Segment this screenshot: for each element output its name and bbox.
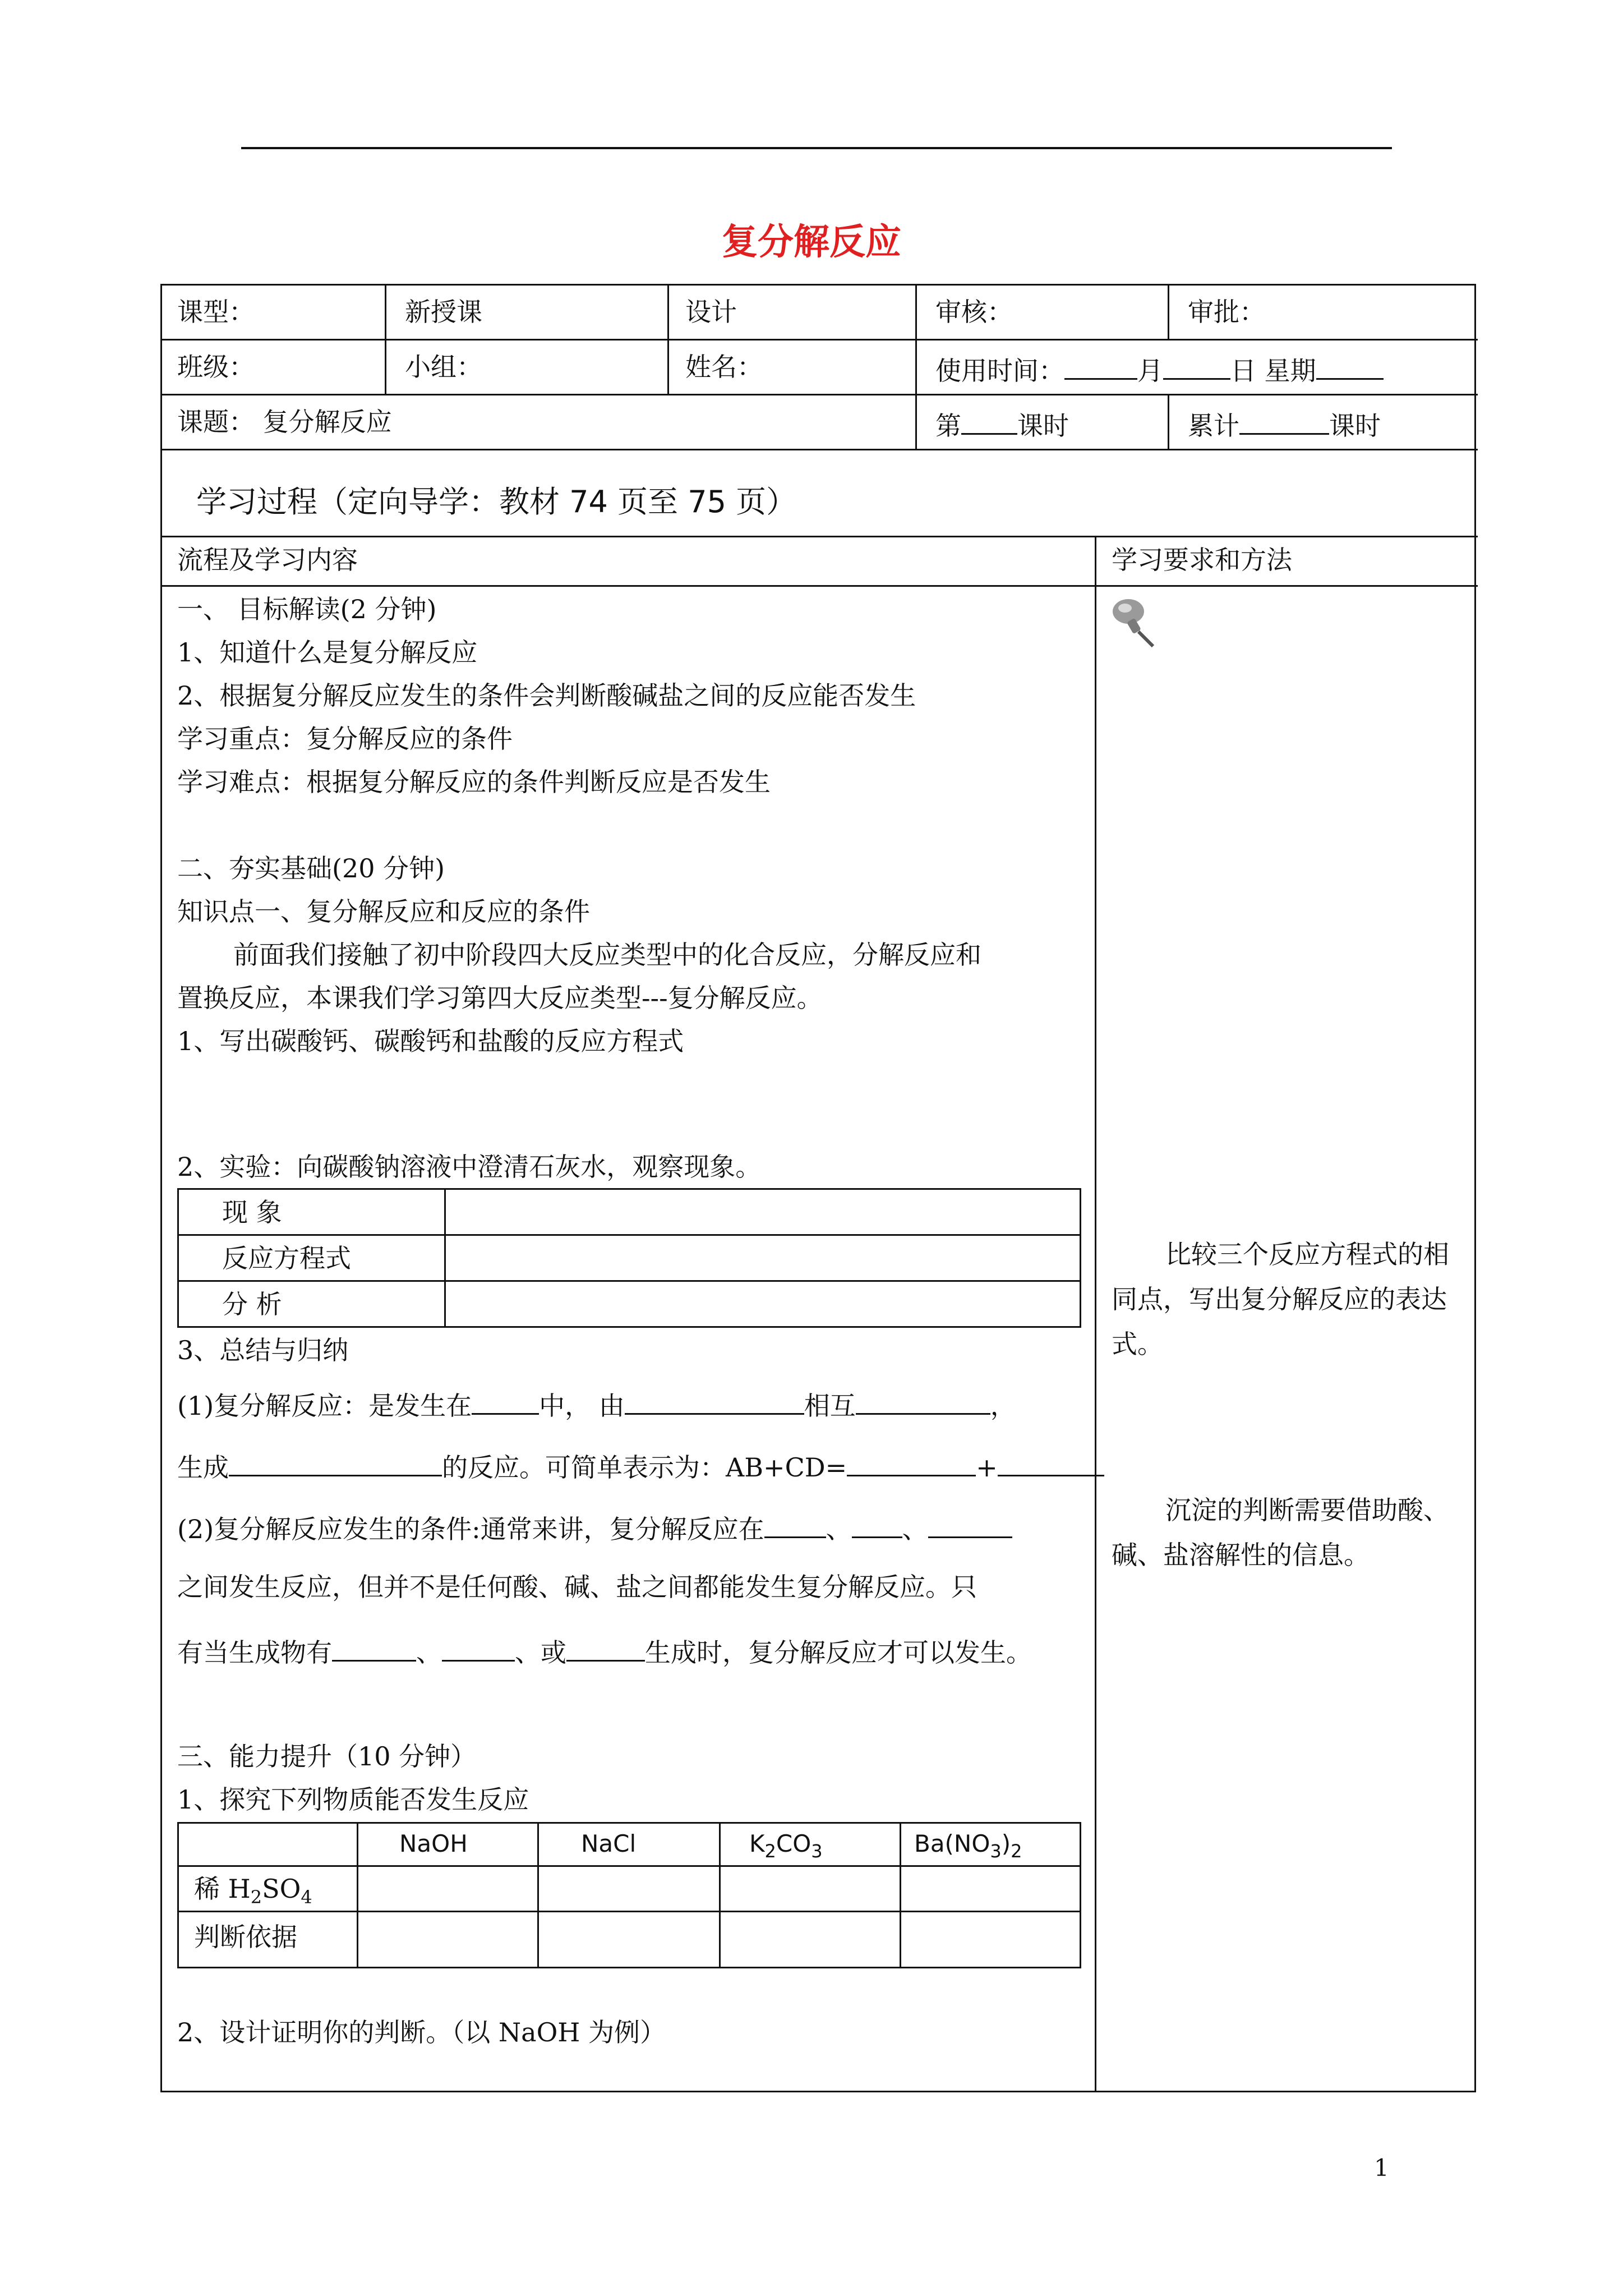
task-2: 2、实验：向碳酸钠溶液中澄清石灰水，观察现象。 <box>177 1152 762 1182</box>
exp-phenomenon-input[interactable] <box>449 1193 1077 1232</box>
left-column-header: 流程及学习内容 <box>177 545 358 575</box>
exp-row-analysis: 分 析 <box>222 1289 282 1319</box>
day-blank[interactable] <box>1163 354 1230 380</box>
month-blank[interactable] <box>1064 354 1137 380</box>
def-text-2: 中， 由 <box>539 1391 625 1421</box>
key-point: 学习重点：复分解反应的条件 <box>177 724 513 754</box>
cond-text-7: 生成时，复分解反应才可以发生。 <box>645 1637 1032 1668</box>
cond-text-2: 、 <box>826 1514 852 1544</box>
def-blank-6[interactable] <box>998 1451 1104 1476</box>
course-type-label: 课型： <box>177 297 255 327</box>
design-task: 2、设计证明你的判断。（以 NaOH 为例） <box>177 2017 666 2047</box>
rt-header-bano3 <box>914 1832 1022 1860</box>
column-header-rule <box>160 585 1478 587</box>
rt-header-naoh: NaOH <box>399 1830 468 1857</box>
exp-rule-0 <box>177 1188 1081 1190</box>
rt-row-basis: 判断依据 <box>194 1922 297 1952</box>
exp-row-equation: 反应方程式 <box>222 1243 351 1273</box>
h2so4-sub-4: 4 <box>301 1887 312 1908</box>
course-type-value: 新授课 <box>405 297 482 327</box>
section-1-heading: 一、 目标解读(2 分钟) <box>177 594 437 624</box>
h2so4-h: 稀 H <box>194 1874 251 1904</box>
usage-time-label: 使用时间： <box>935 356 1064 386</box>
section-2-heading: 二、夯实基础(20 分钟) <box>177 853 445 884</box>
rt-col-5 <box>1080 1822 1081 1968</box>
definition-line-1 <box>177 1389 1016 1419</box>
total-suffix: 课时 <box>1329 411 1381 441</box>
cond-blank-2[interactable] <box>852 1512 902 1538</box>
header-col-3 <box>915 284 917 449</box>
exp-rule-2 <box>177 1280 1081 1282</box>
rt-header-k2co3 <box>749 1832 823 1860</box>
total-blank[interactable] <box>1239 409 1329 435</box>
header-col-4a <box>1168 284 1169 339</box>
header-col-2 <box>667 284 669 394</box>
period-suffix: 课时 <box>1017 411 1069 441</box>
def-text-7: + <box>976 1452 998 1483</box>
cond-blank-3[interactable] <box>928 1512 1012 1538</box>
exp-equation-input[interactable] <box>449 1239 1077 1278</box>
side-note-precipitate: 沉淀的判断需要借助酸、碱、盐溶解性的信息。 <box>1112 1495 1449 1570</box>
bano3-ba: Ba(NO <box>914 1830 990 1857</box>
def-blank-5[interactable] <box>847 1451 976 1476</box>
process-heading: 学习过程（定向导学：教材 74 页至 75 页） <box>196 484 797 519</box>
summary-heading: 3、总结与归纳 <box>177 1335 349 1365</box>
header-rule-2 <box>160 394 1478 395</box>
period-prefix: 第 <box>935 411 961 441</box>
page-number: 1 <box>1374 2154 1389 2182</box>
task-1: 1、写出碳酸钙、碳酸钙和盐酸的反应方程式 <box>177 1026 684 1056</box>
def-text-5: 生成 <box>177 1452 229 1483</box>
rt-col-3 <box>719 1822 721 1968</box>
def-text-6: 的反应。可简单表示为：AB+CD= <box>442 1452 847 1483</box>
total-prefix: 累计 <box>1188 411 1239 441</box>
header-col-1 <box>385 284 386 394</box>
exp-col-2 <box>1080 1188 1081 1328</box>
bano3-sub-3: 3 <box>990 1841 1002 1862</box>
cond-blank-1[interactable] <box>764 1512 826 1538</box>
month-label: 月 <box>1137 356 1163 386</box>
rt-rule-1 <box>177 1865 1081 1867</box>
section-3-heading: 三、能力提升（10 分钟） <box>177 1741 477 1772</box>
difficult-point: 学习难点：根据复分解反应的条件判断反应是否发生 <box>177 767 771 797</box>
header-rule-3 <box>160 449 1478 450</box>
exp-col-0 <box>177 1188 179 1328</box>
content-divider <box>1095 536 1096 2092</box>
condition-line-1 <box>177 1512 1012 1542</box>
rt-rule-0 <box>177 1822 1081 1824</box>
k2co3-co: CO <box>776 1830 811 1857</box>
class-label: 班级： <box>177 352 255 382</box>
process-heading-rule <box>160 536 1478 537</box>
bano3-sub-2: 2 <box>1011 1841 1022 1862</box>
period-blank[interactable] <box>961 409 1017 435</box>
day-weekday-label: 日 星期 <box>1230 356 1316 386</box>
k2co3-sub-2: 2 <box>764 1841 776 1862</box>
pushpin-icon <box>1106 595 1158 648</box>
header-rule-1 <box>160 339 1478 341</box>
approver-label: 审批： <box>1188 297 1265 327</box>
total-period-field <box>1188 409 1381 439</box>
rt-col-1 <box>357 1822 358 1968</box>
definition-line-2 <box>177 1451 1104 1483</box>
cond-blank-4[interactable] <box>332 1636 416 1662</box>
usage-time-field <box>935 354 1384 384</box>
header-rule <box>241 147 1392 149</box>
intro-line-1: 前面我们接触了初中阶段四大反应类型中的化合反应，分解反应和 <box>233 940 981 970</box>
cond-text-1: (2)复分解反应发生的条件:通常来讲，复分解反应在 <box>177 1514 764 1544</box>
cond-blank-5[interactable] <box>442 1636 515 1662</box>
condition-line-2: 之间发生反应，但并不是任何酸、碱、盐之间都能发生复分解反应。只 <box>177 1572 977 1602</box>
exp-row-phenomenon: 现 象 <box>222 1197 282 1227</box>
weekday-blank[interactable] <box>1316 354 1384 380</box>
k2co3-k: K <box>749 1830 765 1857</box>
rt-col-4 <box>900 1822 901 1968</box>
def-blank-4[interactable] <box>229 1451 442 1476</box>
reviewer-label: 审核： <box>935 297 1013 327</box>
def-blank-1[interactable] <box>472 1389 539 1415</box>
cond-blank-6[interactable] <box>566 1636 645 1662</box>
exp-analysis-input[interactable] <box>449 1285 1077 1324</box>
cond-text-3: 、 <box>902 1514 928 1544</box>
exp-rule-3 <box>177 1326 1081 1328</box>
def-text-1: (1)复分解反应：是发生在 <box>177 1391 472 1421</box>
side-note-compare: 比较三个反应方程式的相同点，写出复分解反应的表达式。 <box>1112 1239 1449 1359</box>
page-title: 复分解反应 <box>722 222 901 263</box>
topic-label: 课题： 复分解反应 <box>177 407 392 437</box>
knowledge-point-1: 知识点一、复分解反应和反应的条件 <box>177 896 590 927</box>
period-field <box>935 409 1069 439</box>
def-blank-3[interactable] <box>856 1389 990 1415</box>
cond-text-6: 、或 <box>515 1637 566 1668</box>
rt-header-nacl: NaCl <box>581 1830 637 1857</box>
cond-text-5: 、 <box>416 1637 442 1668</box>
cond-text-4: 有当生成物有 <box>177 1637 332 1668</box>
def-blank-2[interactable] <box>625 1389 804 1415</box>
right-column-header: 学习要求和方法 <box>1112 545 1292 575</box>
def-text-3: 相互 <box>804 1391 856 1421</box>
exp-rule-1 <box>177 1234 1081 1236</box>
k2co3-sub-3: 3 <box>811 1841 823 1862</box>
rt-rule-3 <box>177 1967 1081 1968</box>
goal-1: 1、知道什么是复分解反应 <box>177 637 478 668</box>
h2so4-sub-2: 2 <box>250 1887 262 1908</box>
rt-col-0 <box>177 1822 179 1968</box>
goal-2: 2、根据复分解反应发生的条件会判断酸碱盐之间的反应能否发生 <box>177 680 916 711</box>
rt-row-dilute-h2so4 <box>194 1876 312 1906</box>
exp-col-1 <box>444 1188 446 1328</box>
header-col-4b <box>1168 394 1169 449</box>
h2so4-so: SO <box>262 1874 301 1904</box>
bano3-paren: ) <box>1001 1830 1011 1857</box>
rt-rule-2 <box>177 1911 1081 1912</box>
intro-line-2: 置换反应，本课我们学习第四大反应类型---复分解反应。 <box>177 983 823 1013</box>
group-label: 小组： <box>405 352 482 382</box>
designer-label: 设计 <box>685 297 737 327</box>
condition-line-3 <box>177 1636 1032 1668</box>
rt-col-2 <box>537 1822 539 1968</box>
def-text-4: ， <box>990 1391 1016 1421</box>
name-label: 姓名： <box>685 352 763 382</box>
explore-task: 1、探究下列物质能否发生反应 <box>177 1784 529 1815</box>
